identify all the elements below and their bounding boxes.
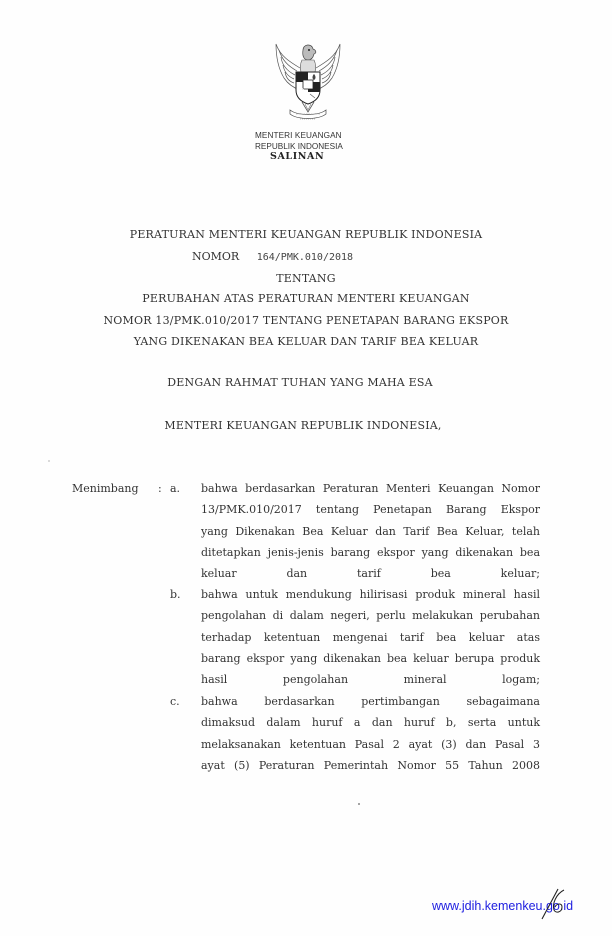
item-a-line: yang Dikenakan Bea Keluar dan Tarif Bea Keluar, telah [201,524,540,538]
item-a-letter: a. [170,482,181,495]
item-c-text [201,691,540,776]
jdih-website-link[interactable]: www.jdih.kemenkeu.go.id [432,899,574,913]
nomor-value: 164/PMK.010/2018 [256,252,354,263]
regulation-number [192,250,353,263]
item-a-line: bahwa berdasarkan Peraturan Menteri Keuangan Nomor [201,482,540,495]
item-b-letter: b. [170,588,181,601]
item-b-line: pengolahan di dalam negeri, perlu melakukan perubahan [201,609,540,623]
item-b-text [201,584,540,690]
item-b-line: barang ekspor yang dikenakan bea keluar berupa produk [201,651,540,665]
item-b-line: terhadap ketentuan mengenai tarif bea keluar atas [201,630,540,644]
scan-speck [48,460,50,462]
item-c-line: bahwa berdasarkan pertimbangan sebagaimana [201,695,540,708]
item-c-letter: c. [170,695,180,708]
item-c-line: ayat (5) Peraturan Pemerintah Nomor 55 Tahun 2008 [201,758,540,772]
item-a-line: 13/PMK.010/2017 tentang Penetapan Barang Ekspor [201,503,540,517]
item-a-line: ditetapkan jenis-jenis barang ekspor yang dikenakan bea [201,545,540,559]
nomor-label: NOMOR [192,250,240,263]
menimbang-label: Menimbang [72,482,139,495]
garuda-emblem-icon [270,38,346,124]
scan-speck [358,803,360,805]
subject-line-3: YANG DIKENAKAN BEA KELUAR DAN TARIF BEA KELUAR [133,335,479,348]
subject-line-1: PERUBAHAN ATAS PERATURAN MENTERI KEUANGAN [142,292,470,305]
item-c-line: melaksanakan ketentuan Pasal 2 ayat (3) dan Pasal 3 [201,737,540,751]
item-b-line: bahwa untuk mendukung hilirisasi produk mineral hasil [201,588,540,601]
menimbang-colon: : [158,482,162,495]
tentang-heading: TENTANG [276,272,336,285]
regulation-title: PERATURAN MENTERI KEUANGAN REPUBLIK INDONESIA [129,228,483,241]
item-c-line: dimaksud dalam huruf a dan huruf b, serta untuk [201,716,540,730]
authority: MENTERI KEUANGAN REPUBLIK INDONESIA, [164,419,442,432]
item-a-text [201,478,540,584]
letterhead-minister: MENTERI KEUANGAN [255,131,342,140]
item-a-line: keluar dan tarif bea keluar; [201,567,540,581]
paraf-signature-icon [538,886,568,920]
subject-line-2: NOMOR 13/PMK.010/2017 TENTANG PENETAPAN BARANG EKSPOR [103,314,509,327]
letterhead-republic: REPUBLIK INDONESIA [255,142,343,151]
item-b-line: hasil pengolahan mineral logam; [201,673,540,687]
salinan-stamp: SALINAN [270,151,325,162]
invocation: DENGAN RAHMAT TUHAN YANG MAHA ESA [167,376,433,389]
